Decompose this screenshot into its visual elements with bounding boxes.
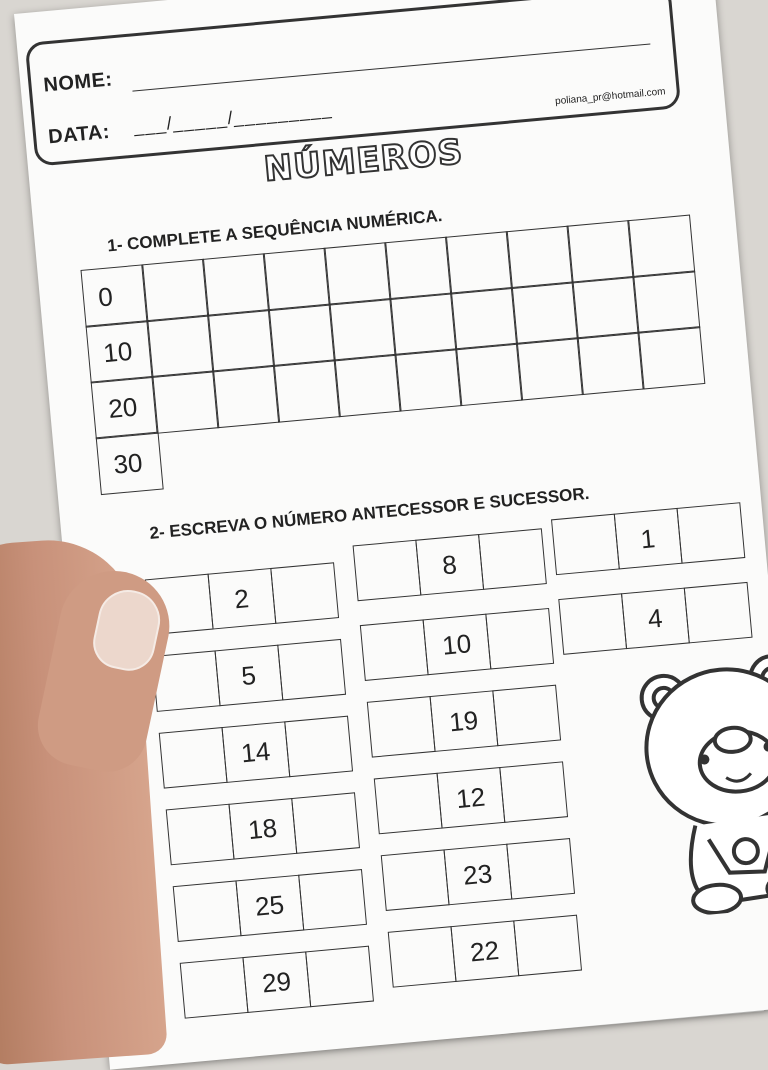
sequence-start-cell: 10 [86, 320, 153, 383]
sequence-cell [567, 220, 634, 283]
date-label: DATA: [47, 120, 111, 149]
successor-cell [298, 869, 367, 931]
neighbor-number-box [153, 639, 346, 712]
neighbor-number-box [361, 608, 554, 681]
sequence-cell [329, 298, 396, 361]
given-number: 2 [207, 568, 276, 630]
sequence-cell [395, 348, 462, 411]
predecessor-cell [366, 696, 435, 758]
given-number: 8 [415, 534, 484, 596]
neighbor-number-box [167, 792, 360, 865]
neighbor-number-box [552, 502, 745, 575]
sequence-cell [511, 282, 578, 345]
given-number: 10 [422, 614, 491, 676]
given-number: 23 [443, 844, 512, 906]
predecessor-cell [380, 849, 449, 911]
successor-cell [270, 562, 339, 624]
sequence-cell [207, 309, 274, 372]
successor-cell [506, 838, 575, 900]
given-number: 12 [436, 767, 505, 829]
given-number: 14 [221, 721, 290, 783]
neighbor-number-box [368, 685, 561, 758]
sequence-cell [263, 248, 330, 311]
sequence-cell [577, 332, 644, 395]
sequence-grid [82, 216, 710, 494]
successor-cell [499, 761, 568, 823]
given-number: 4 [621, 588, 690, 650]
author-email: poliana_pr@hotmail.com [554, 86, 666, 108]
given-number: 19 [429, 690, 498, 752]
sequence-cell [141, 259, 208, 322]
neighbor-number-box [181, 946, 374, 1019]
given-number: 18 [228, 798, 297, 860]
sequence-cell [202, 254, 269, 317]
sequence-cell [212, 365, 279, 428]
neighbor-number-box [389, 915, 582, 988]
bear-illustration [620, 644, 768, 921]
successor-cell [291, 792, 360, 854]
sequence-start-cell: 20 [91, 376, 158, 439]
neighbor-number-box [160, 716, 353, 789]
name-label: NOME: [42, 68, 114, 97]
predecessor-cell [352, 540, 421, 602]
given-number: 5 [214, 645, 283, 707]
sequence-cell [455, 343, 522, 406]
successor-cell [683, 582, 752, 644]
successor-cell [478, 528, 547, 590]
successor-cell [277, 639, 346, 701]
successor-cell [284, 716, 353, 778]
sequence-cell [152, 371, 219, 434]
sequence-cell [506, 226, 573, 289]
predecessor-cell [165, 804, 234, 866]
predecessor-cell [172, 880, 241, 942]
sequence-cell [324, 242, 391, 305]
sequence-cell [572, 276, 639, 339]
predecessor-cell [387, 926, 456, 988]
successor-cell [305, 946, 374, 1008]
section1-heading: 1- COMPLETE A SEQUÊNCIA NUMÉRICA. [106, 206, 444, 256]
successor-cell [485, 608, 554, 670]
sequence-cell [450, 287, 517, 350]
sequence-cell [638, 326, 705, 389]
sequence-cell [627, 215, 694, 278]
section2-heading: 2- ESCREVA O NÚMERO ANTECESSOR E SUCESSOR. [148, 483, 591, 543]
neighbor-number-box [382, 838, 575, 911]
page-title: NÚMEROS [262, 131, 465, 190]
predecessor-cell [551, 514, 620, 576]
sequence-cell [147, 315, 214, 378]
successor-cell [492, 685, 561, 747]
date-blanks: ___/_____/_________ [132, 98, 333, 137]
neighbor-number-box [354, 528, 547, 601]
neighbor-number-box [559, 582, 752, 655]
successor-cell [513, 915, 582, 977]
sequence-cell [516, 337, 583, 400]
name-line [132, 43, 650, 91]
sequence-cell [273, 360, 340, 423]
sequence-cell [633, 271, 700, 334]
sequence-start-cell: 0 [81, 265, 148, 328]
neighbor-number-box [174, 869, 367, 942]
sequence-cell [384, 237, 451, 300]
predecessor-cell [558, 593, 627, 655]
predecessor-cell [373, 773, 442, 835]
given-number: 1 [613, 508, 682, 570]
predecessor-cell [158, 727, 227, 789]
predecessor-cell [179, 957, 248, 1019]
successor-cell [676, 502, 745, 564]
sequence-start-cell: 30 [96, 432, 163, 495]
given-number: 22 [450, 920, 519, 982]
sequence-cell [445, 231, 512, 294]
given-number: 29 [242, 951, 311, 1013]
neighbor-number-box [375, 761, 568, 834]
predecessor-cell [359, 619, 428, 681]
sequence-cell [390, 293, 457, 356]
given-number: 25 [235, 875, 304, 937]
sequence-cell [268, 304, 335, 367]
neighbor-number-box [146, 562, 339, 635]
sequence-cell [334, 354, 401, 417]
